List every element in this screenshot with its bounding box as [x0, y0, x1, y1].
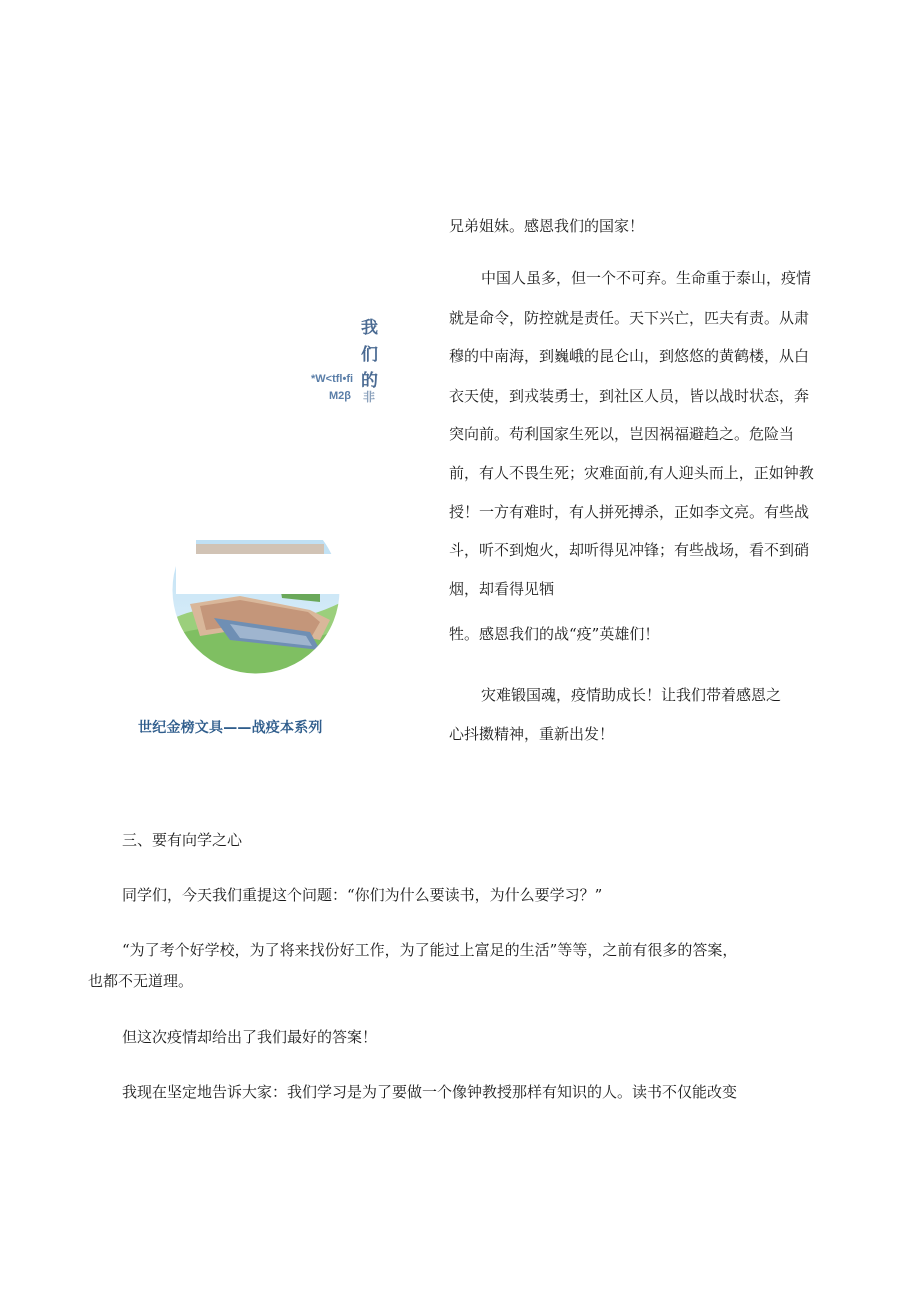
paragraph-1: 同学们，今天我们重提这个问题：“你们为什么要读书，为什么要学习？” [122, 886, 603, 904]
cover-vertical-char-1: 我 [361, 318, 378, 338]
cover-garbled-text-1: *W<tfl•fi [311, 373, 354, 385]
right-line-2: 中国人虽多，但一个不可弃。生命重于泰山，疫情 [481, 269, 812, 287]
cover-vertical-char-4: 非 [363, 390, 376, 404]
cover-caption: 世纪金榜文具——战疫本系列 [138, 720, 323, 736]
right-line-13: 心抖擞精神，重新出发！ [449, 725, 615, 743]
right-line-8: 授！一方有难时，有人拼死搏杀，正如李文亮。有些战 [449, 503, 810, 521]
right-line-9: 斗，听不到炮火，却听得见冲锋；有些战场，看不到硝 [449, 541, 810, 559]
cover-garbled-text-2: M2β [329, 390, 351, 402]
right-line-3: 就是命令，防控就是责任。天下兴亡，匹夫有责。从肃 [449, 309, 810, 327]
right-line-7: 前，有人不畏生死；灾难面前,有人迎头而上，正如钟教 [449, 464, 814, 482]
right-line-4: 穆的中南海，到巍峨的昆仑山，到悠悠的黄鹤楼，从白 [449, 347, 810, 365]
cover-vertical-char-2: 们 [361, 345, 378, 365]
right-line-10: 烟，却看得见牺 [449, 580, 555, 598]
section-heading: 三、要有向学之心 [122, 831, 243, 849]
right-line-11: 牲。感恩我们的战“疫”英雄们！ [449, 625, 660, 643]
paragraph-4: 我现在坚定地告诉大家：我们学习是为了要做一个像钟教授那样有知识的人。读书不仅能改变 [122, 1083, 738, 1101]
right-line-6: 突向前。苟利国家生死以，岂因祸福避趋之。危险当 [449, 425, 795, 443]
great-wall-illustration [170, 540, 342, 676]
right-line-12: 灾难锻国魂，疫情助成长！让我们带着感恩之 [481, 686, 782, 704]
right-line-1: 兄弟姐妹。感恩我们的国家！ [449, 217, 645, 235]
cover-vertical-char-3: 的 [361, 371, 378, 391]
right-line-5: 衣天使，到戎装勇士，到社区人员，皆以战时状态，奔 [449, 387, 810, 405]
paragraph-2-line-2: 也都不无道理。 [88, 972, 194, 990]
paragraph-3: 但这次疫情却给出了我们最好的答案！ [122, 1028, 378, 1046]
paragraph-2-line-1: “为了考个好学校，为了将来找份好工作，为了能过上富足的生活”等等，之前有很多的答案， [122, 941, 738, 959]
